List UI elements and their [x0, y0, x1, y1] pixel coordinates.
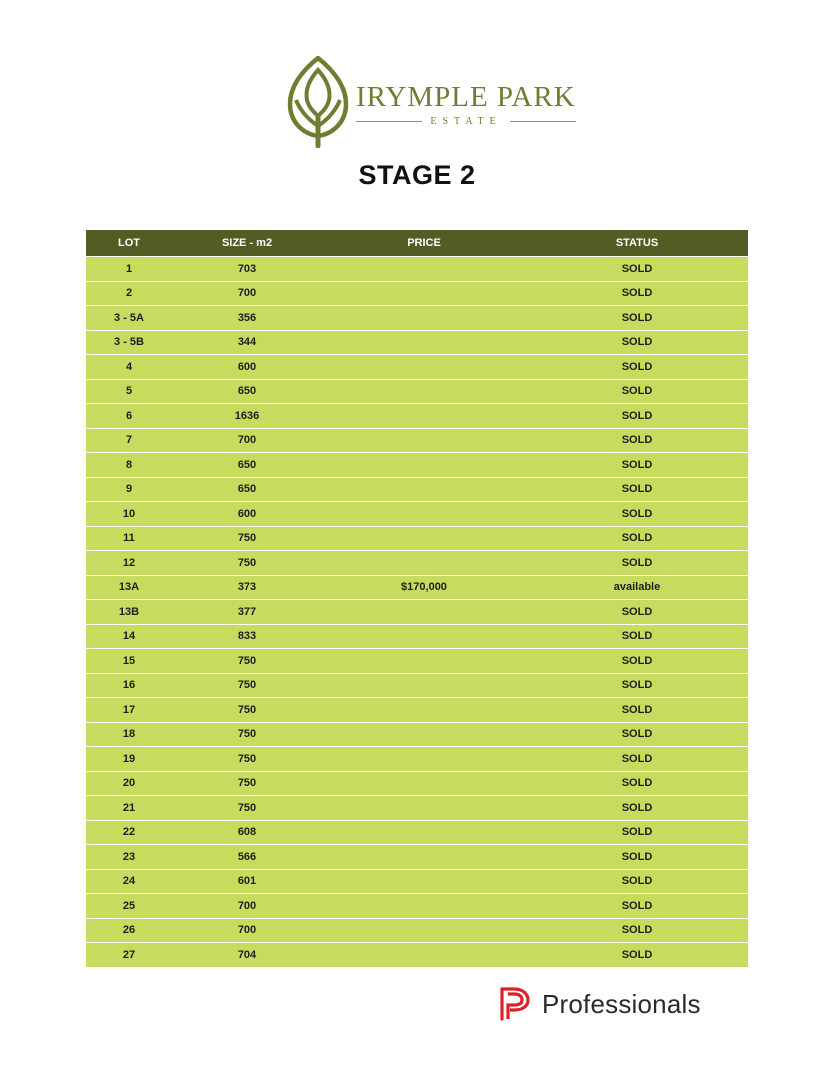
estate-name: IRYMPLE PARK [356, 81, 576, 113]
table-row [86, 747, 748, 772]
lot-cell: 13B [86, 600, 172, 625]
size-cell: 750 [172, 551, 322, 576]
table-row [86, 453, 748, 478]
status-cell: SOLD [526, 771, 748, 796]
table-row [86, 330, 748, 355]
size-cell: 344 [172, 330, 322, 355]
size-cell: 703 [172, 257, 322, 282]
column-header-status: STATUS [526, 230, 748, 257]
price-cell [322, 845, 526, 870]
status-cell: SOLD [526, 943, 748, 967]
price-cell [322, 379, 526, 404]
size-cell: 704 [172, 943, 322, 967]
lot-cell: 21 [86, 796, 172, 821]
status-cell: SOLD [526, 894, 748, 919]
table-row [86, 575, 748, 600]
price-cell [322, 673, 526, 698]
estate-logo [0, 56, 834, 148]
price-cell [322, 649, 526, 674]
status-cell: SOLD [526, 845, 748, 870]
lot-cell: 3 - 5B [86, 330, 172, 355]
price-cell [322, 330, 526, 355]
table-body [86, 257, 748, 967]
status-cell: SOLD [526, 698, 748, 723]
lot-cell: 27 [86, 943, 172, 967]
lot-cell: 18 [86, 722, 172, 747]
divider [356, 121, 422, 122]
status-cell: SOLD [526, 673, 748, 698]
status-cell: SOLD [526, 257, 748, 282]
price-cell [322, 551, 526, 576]
table-row [86, 428, 748, 453]
lot-cell: 12 [86, 551, 172, 576]
page-title: STAGE 2 [358, 160, 476, 190]
price-cell [322, 477, 526, 502]
size-cell: 750 [172, 649, 322, 674]
status-cell: SOLD [526, 330, 748, 355]
size-cell: 600 [172, 502, 322, 527]
price-cell [322, 796, 526, 821]
lot-cell: 20 [86, 771, 172, 796]
lot-cell: 26 [86, 918, 172, 943]
table-row [86, 502, 748, 527]
size-cell: 700 [172, 281, 322, 306]
status-cell: SOLD [526, 551, 748, 576]
price-cell [322, 918, 526, 943]
lot-cell: 3 - 5A [86, 306, 172, 331]
status-cell: SOLD [526, 404, 748, 429]
size-cell: 650 [172, 477, 322, 502]
size-cell: 608 [172, 820, 322, 845]
status-cell: SOLD [526, 747, 748, 772]
table-row [86, 404, 748, 429]
price-cell [322, 526, 526, 551]
table-row [86, 281, 748, 306]
size-cell: 566 [172, 845, 322, 870]
size-cell: 650 [172, 453, 322, 478]
divider [510, 121, 576, 122]
price-cell [322, 747, 526, 772]
table-row [86, 673, 748, 698]
price-cell [322, 771, 526, 796]
size-cell: 377 [172, 600, 322, 625]
price-cell [322, 894, 526, 919]
table-header-row [86, 230, 748, 257]
size-cell: 750 [172, 673, 322, 698]
table-row [86, 943, 748, 967]
lot-table [86, 230, 748, 967]
table-row [86, 379, 748, 404]
size-cell: 750 [172, 771, 322, 796]
lot-cell: 19 [86, 747, 172, 772]
price-cell [322, 869, 526, 894]
size-cell: 600 [172, 355, 322, 380]
status-cell: SOLD [526, 453, 748, 478]
table-row [86, 477, 748, 502]
lot-cell: 10 [86, 502, 172, 527]
price-cell [322, 257, 526, 282]
table-row [86, 845, 748, 870]
column-header-size: SIZE - m2 [172, 230, 322, 257]
lot-cell: 6 [86, 404, 172, 429]
status-cell: SOLD [526, 796, 748, 821]
lot-cell: 8 [86, 453, 172, 478]
size-cell: 750 [172, 747, 322, 772]
table-row [86, 820, 748, 845]
leaf-bud-icon [287, 56, 349, 148]
table-row [86, 649, 748, 674]
price-cell [322, 428, 526, 453]
lot-cell: 1 [86, 257, 172, 282]
table-row [86, 306, 748, 331]
lot-cell: 13A [86, 575, 172, 600]
status-cell: SOLD [526, 820, 748, 845]
price-cell [322, 355, 526, 380]
lot-cell: 23 [86, 845, 172, 870]
lot-cell: 4 [86, 355, 172, 380]
price-cell [322, 502, 526, 527]
table-row [86, 551, 748, 576]
status-cell: SOLD [526, 526, 748, 551]
table-row [86, 698, 748, 723]
size-cell: 750 [172, 526, 322, 551]
size-cell: 356 [172, 306, 322, 331]
table-row [86, 771, 748, 796]
column-header-price: PRICE [322, 230, 526, 257]
size-cell: 700 [172, 918, 322, 943]
lot-cell: 17 [86, 698, 172, 723]
status-cell: SOLD [526, 869, 748, 894]
status-cell: SOLD [526, 428, 748, 453]
price-cell [322, 698, 526, 723]
price-cell [322, 624, 526, 649]
lot-cell: 15 [86, 649, 172, 674]
price-cell [322, 943, 526, 967]
price-cell [322, 453, 526, 478]
size-cell: 750 [172, 796, 322, 821]
size-cell: 750 [172, 698, 322, 723]
price-cell [322, 820, 526, 845]
status-cell: SOLD [526, 281, 748, 306]
status-cell: SOLD [526, 355, 748, 380]
lot-cell: 5 [86, 379, 172, 404]
status-cell: SOLD [526, 477, 748, 502]
table-row [86, 624, 748, 649]
table-row [86, 869, 748, 894]
professionals-logo [498, 986, 738, 1022]
status-cell: SOLD [526, 502, 748, 527]
status-cell: SOLD [526, 624, 748, 649]
lot-cell: 25 [86, 894, 172, 919]
lot-cell: 2 [86, 281, 172, 306]
lot-cell: 9 [86, 477, 172, 502]
table-row [86, 796, 748, 821]
size-cell: 650 [172, 379, 322, 404]
lot-cell: 16 [86, 673, 172, 698]
table-row [86, 526, 748, 551]
logo-wordmark [356, 82, 576, 127]
price-cell [322, 281, 526, 306]
size-cell: 700 [172, 428, 322, 453]
status-cell: SOLD [526, 722, 748, 747]
lot-cell: 11 [86, 526, 172, 551]
lot-cell: 14 [86, 624, 172, 649]
table-row [86, 355, 748, 380]
table-row [86, 894, 748, 919]
estate-subtitle: ESTATE [430, 116, 502, 127]
lot-cell: 22 [86, 820, 172, 845]
size-cell: 601 [172, 869, 322, 894]
price-cell: $170,000 [322, 575, 526, 600]
size-cell: 750 [172, 722, 322, 747]
size-cell: 373 [172, 575, 322, 600]
agency-name: Professionals [542, 988, 701, 1019]
status-cell: SOLD [526, 600, 748, 625]
column-header-lot: LOT [86, 230, 172, 257]
size-cell: 833 [172, 624, 322, 649]
status-cell: SOLD [526, 306, 748, 331]
table-row [86, 257, 748, 282]
price-cell [322, 600, 526, 625]
lot-cell: 7 [86, 428, 172, 453]
status-cell: SOLD [526, 918, 748, 943]
estate-subtitle-row [356, 116, 576, 127]
table-row [86, 722, 748, 747]
size-cell: 1636 [172, 404, 322, 429]
status-cell: SOLD [526, 649, 748, 674]
table-row [86, 918, 748, 943]
status-cell: SOLD [526, 379, 748, 404]
professionals-logo-icon [498, 986, 532, 1022]
lot-cell: 24 [86, 869, 172, 894]
price-cell [322, 404, 526, 429]
price-cell [322, 306, 526, 331]
table-row [86, 600, 748, 625]
status-cell: available [526, 575, 748, 600]
size-cell: 700 [172, 894, 322, 919]
price-cell [322, 722, 526, 747]
